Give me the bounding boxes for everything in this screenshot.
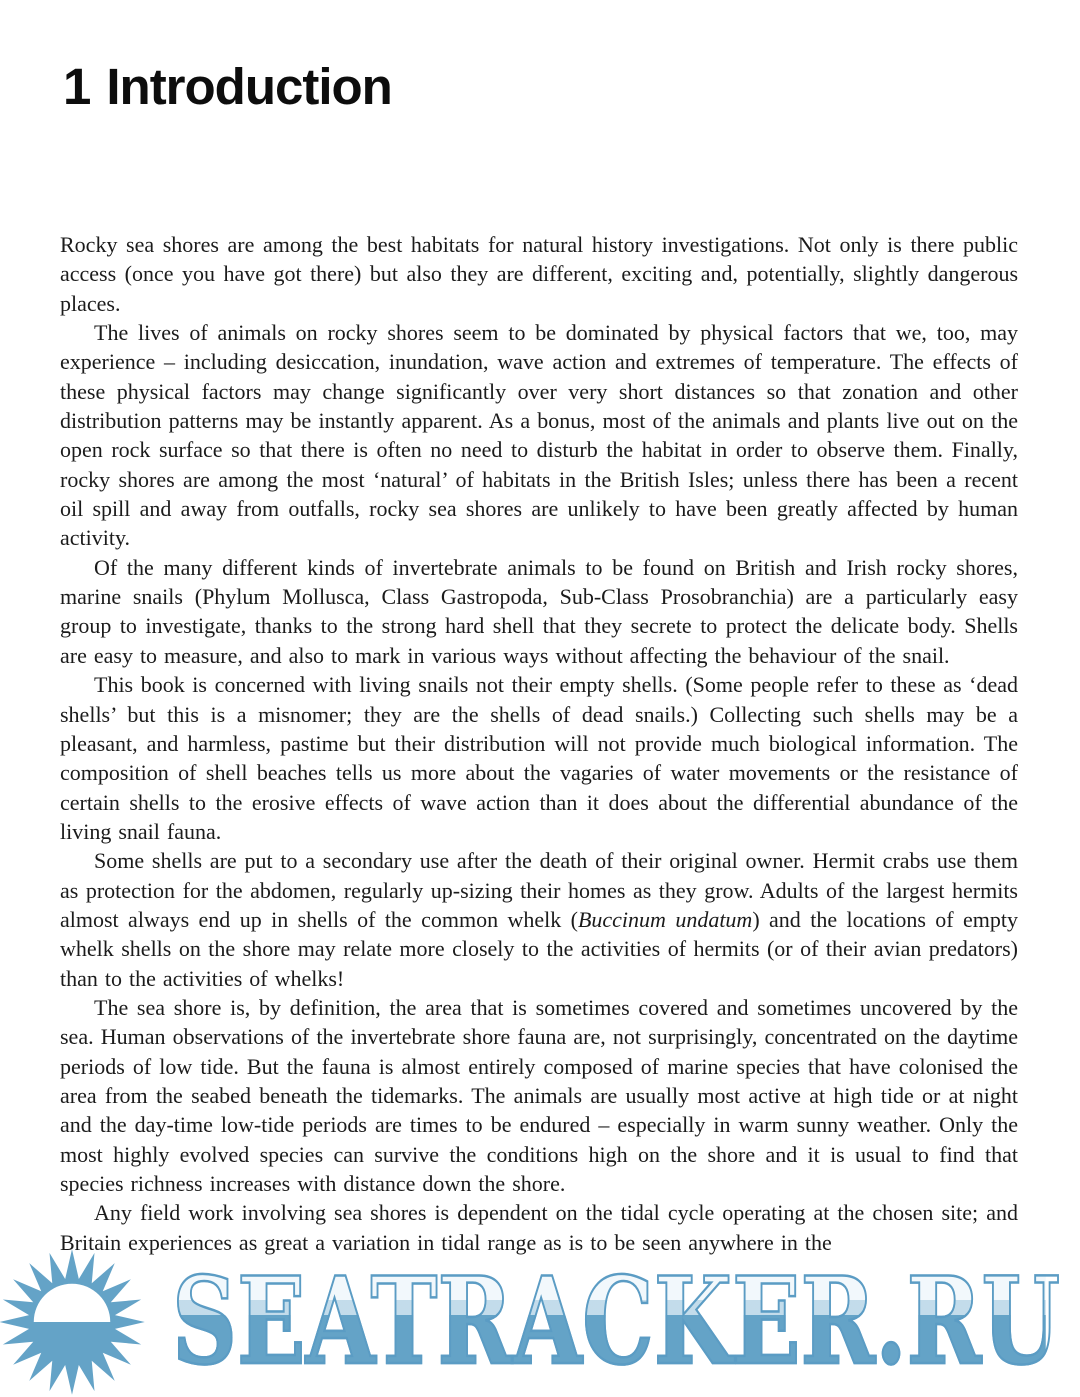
paragraph-5 xyxy=(60,846,1018,993)
paragraph-6: The sea shore is, by definition, the area that is sometimes covered and sometimes uncovered by the sea. Human observations of the invertebrate shore fauna are, not surprisingly, concentrated on the daytime periods of low tide. But the fauna is almost entirely composed of marine species that have colonised the area from the seabed beneath the tidemarks. The animals are usually most active at high tide or at night and the day-time low-tide periods are times to be endured – especially in warm sunny weather. Only the most highly evolved species can survive the conditions high on the shore and it is usual to find that species richness increases with distance down the shore. xyxy=(60,994,1018,1196)
paragraph-7: Any field work involving sea shores is dependent on the tidal cycle operating at the chosen site; and Britain experiences as great a variation in tidal range as is to be seen anywhere in the xyxy=(60,1200,1018,1255)
paragraph-5-pre: Some shells are put to a secondary use after the death of their original owner. Hermit crabs use them as protection for the abdomen, regularly up-sizing their homes as they grow. Adults of the largest hermits almost always end up in shells of the common whelk ( xyxy=(60,848,1018,932)
chapter-heading xyxy=(63,58,392,116)
paragraph-4: This book is concerned with living snails not their empty shells. (Some people refer to these as ‘dead shells’ but this is a misnomer; they are the shells of dead snails.) Collecting such shells may be a pleasant, and harmless, pastime but their distribution will not provide much biological information. The composition of shell beaches tells us more about the vagaries of water movements or the resistance of certain shells to the erosive effects of wave action than it does about the differential abundance of the living snail fauna. xyxy=(60,672,1018,844)
paragraph-3: Of the many different kinds of invertebrate animals to be found on British and Irish rocky shores, marine snails (Phylum Mollusca, Class Gastropoda, Sub-Class Prosobranchia) are a particularly easy group to investigate, thanks to the strong hard shell that they secrete to protect the delicate body. Shells are easy to measure, and also to mark in various ways without affecting the behaviour of the snail. xyxy=(60,554,1018,668)
chapter-number: 1 xyxy=(63,58,91,115)
species-name: Buccinum undatum xyxy=(577,906,753,932)
sun-burst-icon xyxy=(0,1247,147,1397)
chapter-title: Introduction xyxy=(106,58,392,115)
paragraph-5-post: ) and the locations of empty whelk shells on the shore may relate more closely to the activities of hermits (or of their avian predators) than to the activities of whelks! xyxy=(60,906,1019,991)
paragraph-2: The lives of animals on rocky shores seem to be dominated by physical factors that we, too, may experience – including desiccation, inundation, wave action and extremes of temperature. The effects of these physical factors may change significantly over very short distances so that zonation and other distribution patterns may be instantly apparent. As a bonus, most of the animals and plants live out on the open rock surface so that there is often no need to disturb the habitat in order to observe them. Finally, rocky shores are among the most ‘natural’ of habitats in the British Isles; unless there has been a recent oil spill and away from outfalls, rocky sea shores are unlikely to have been greatly affected by human activity. xyxy=(60,320,1018,551)
paragraph-1: Rocky sea shores are among the best habitats for natural history investigations. Not only is there public access (once you have got there) but also they are different, exciting and, potentially, slightly dangerous places. xyxy=(60,232,1018,316)
body-text xyxy=(60,230,1018,1257)
watermark-text: SEATRACKER.RU xyxy=(172,1262,1046,1397)
